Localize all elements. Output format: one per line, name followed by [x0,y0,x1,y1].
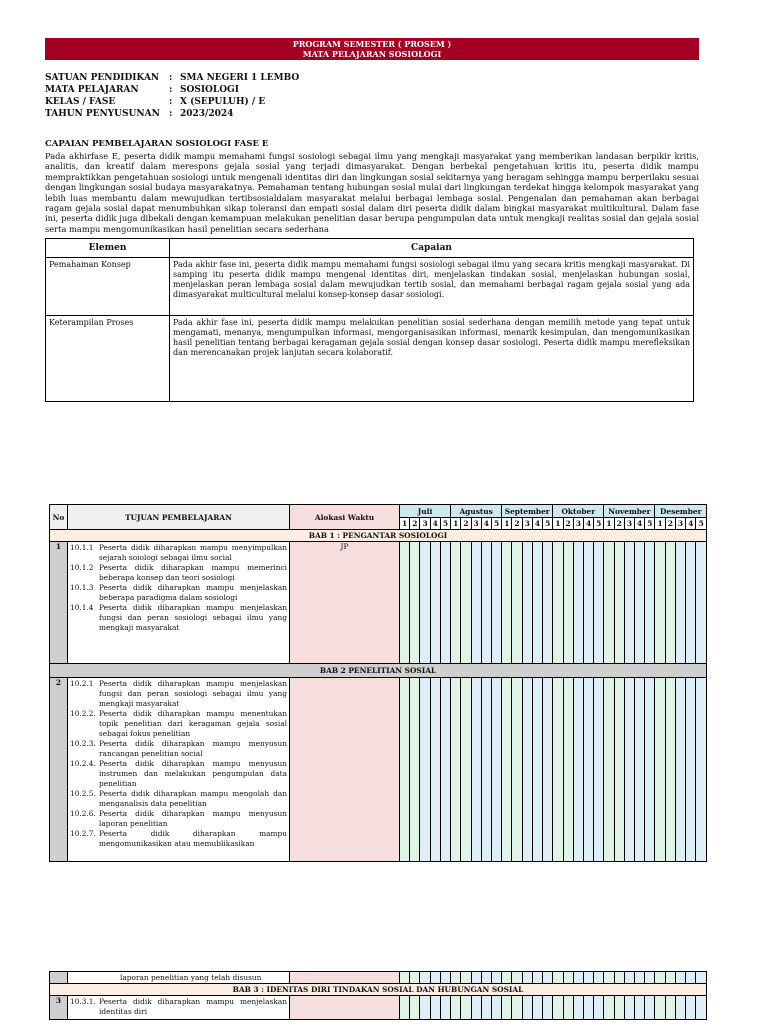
week-cell [502,542,512,664]
week-cell [471,678,481,862]
tujuan-item [70,563,287,583]
week-number: 3 [420,518,430,530]
elemen-cell: Pemahaman Konsep [46,258,170,316]
week-cell [604,996,614,1020]
capaian-cell: Pada akhir fase ini, peserta didik mampu memahami fungsi sosiologi sebagai ilmu yang secara kritis mengkaji masyarakat. Di samping itu peserta didik mampu mengenal identitas diri, menjelaskan tindakan sosial, menjelaskan hubungan sosial, menjelaskan peran lembaga sosial dalam mewujudkan tertib sosial, dan memahami berbagai ragam gejala sosial yang ada dimasyarakat multicultural melalui konsep-konsep dasar sosiologi. [170,258,694,316]
schedule-table [49,504,707,862]
week-cell [491,542,501,664]
week-cell [420,542,430,664]
week-cell [451,542,461,664]
row-number [50,972,68,984]
row-number: 1 [50,542,68,664]
week-cell [624,678,634,862]
identity-key: SATUAN PENDIDIKAN [45,73,160,83]
week-cell [440,678,450,862]
item-number: 10.2.6. [70,809,96,818]
item-number: 10.2.5. [70,789,96,798]
identity-row [45,72,299,84]
week-cell [522,972,532,984]
tujuan-item [70,739,287,759]
week-cell [583,678,593,862]
identity-row [45,108,299,120]
week-cell [400,678,410,862]
week-cell [420,678,430,862]
week-cell [604,972,614,984]
week-number: 4 [532,518,542,530]
week-number: 5 [543,518,553,530]
alokasi-cell [290,996,400,1020]
week-cell [614,542,624,664]
item-text: Peserta didik diharapkan mampu mengomunikasikan atau memublikasikan [99,829,287,848]
week-cell [645,996,655,1020]
week-cell [614,996,624,1020]
identity-key: TAHUN PENYUSUNAN [45,109,160,119]
week-cell [583,542,593,664]
week-number: 3 [624,518,634,530]
week-cell [440,996,450,1020]
identity-block [45,72,299,120]
week-cell [563,996,573,1020]
week-cell [645,972,655,984]
week-cell [696,996,707,1020]
alokasi-cell [290,678,400,862]
week-number: 4 [583,518,593,530]
week-cell [491,678,501,862]
item-text: Peserta didik diharapkan mampu memerinci beberapa konsep dan teori sosiologi [99,563,287,582]
week-cell [430,542,440,664]
week-cell [655,678,665,862]
week-cell [594,542,604,664]
week-cell [410,972,420,984]
week-cell [573,542,583,664]
week-cell [481,996,491,1020]
item-text: Peserta didik diharapkan mampu menyusun laporan penelitian [99,809,287,828]
week-number: 5 [491,518,501,530]
item-text: Peserta didik diharapkan mampu menjelaskan fungsi dan peran sosiologi sebagai ilmu yang mengkaji masyarakat [99,679,287,708]
week-cell [532,996,542,1020]
week-cell [440,972,450,984]
week-cell [461,678,471,862]
week-cell [430,678,440,862]
week-cell [573,972,583,984]
week-cell [665,542,675,664]
bab-1-row [50,542,707,664]
week-number: 2 [461,518,471,530]
item-number: 10.1.4 [70,603,94,612]
continued-text: laporan penelitian yang telah disusun [68,972,290,984]
continued-row [50,972,707,984]
week-cell [614,678,624,862]
week-cell [655,972,665,984]
identity-value: SOSIOLOGI [180,85,239,95]
tujuan-item [70,759,287,789]
week-cell [420,972,430,984]
week-cell [645,678,655,862]
week-cell [502,996,512,1020]
week-cell [543,678,553,862]
bab-3-title: BAB 3 : IDENITAS DIRI TINDAKAN SOSIAL DAN HUBUNGAN SOSIAL [50,984,707,996]
week-cell [461,542,471,664]
week-cell [573,678,583,862]
week-cell [583,972,593,984]
week-number: 5 [440,518,450,530]
identity-value: SMA NEGERI 1 LEMBO [180,73,300,83]
week-number: 4 [430,518,440,530]
week-cell [461,972,471,984]
week-cell [563,678,573,862]
week-cell [481,972,491,984]
identity-colon: : [169,97,173,107]
week-cell [502,972,512,984]
bab-2-row [50,678,707,862]
tujuan-item [70,789,287,809]
capaian-table [45,238,694,402]
week-cell [675,678,685,862]
month-header: September [502,505,553,518]
week-cell [553,972,563,984]
capaian-cell: Pada akhir fase ini, peserta didik mampu melakukan penelitian sosial sederhana dengan memilih metode yang tepat untuk mengamati, menanya, mengumpulkan informasi, mengorganisasikan informasi, menarik kesimpulan, dan mengomunikasikan hasil penelitian tentang berbagai keragaman gejala sosial dengan konsep dasar sosiologi. Peserta didik mampu merefleksikan dan merencanakan projek lanjutan secara kolaboratif. [170,316,694,402]
week-number: 1 [604,518,614,530]
tujuan-item [70,603,287,633]
week-cell [665,972,675,984]
week-cell [410,678,420,862]
week-cell [563,542,573,664]
week-cell [675,996,685,1020]
schedule-table-continued [49,971,707,1020]
week-number: 2 [512,518,522,530]
week-cell [696,678,707,862]
week-cell [635,972,645,984]
week-cell [543,972,553,984]
tujuan-cell [68,542,290,664]
capaian-title: CAPAIAN PEMBELAJARAN SOSIOLOGI FASE E [45,139,269,149]
week-cell [696,542,707,664]
week-number: 3 [522,518,532,530]
week-cell [645,542,655,664]
tujuan-item [70,809,287,829]
week-cell [614,972,624,984]
week-cell [583,996,593,1020]
identity-key: KELAS / FASE [45,97,116,107]
item-number: 10.1.1 [70,543,94,552]
week-number: 1 [655,518,665,530]
item-text: Peserta didik diharapkan mampu menyimpulkan sejarah soiologi sebagai ilmu social [99,543,287,562]
week-cell [686,972,696,984]
tujuan-item [70,543,287,563]
week-number: 1 [502,518,512,530]
bab-1-title: BAB 1 : PENGANTAR SOSIOLOGI [50,530,707,542]
week-cell [451,972,461,984]
week-number: 5 [594,518,604,530]
week-number: 4 [686,518,696,530]
tujuan-item [70,997,287,1017]
alokasi-cell: JP [290,542,400,664]
identity-value: X (SEPULUH) / E [180,97,266,107]
week-cell [471,972,481,984]
week-number: 1 [400,518,410,530]
tujuan-item [70,709,287,739]
item-text: Peserta didik diharapkan mampu menentukan topik penelitian dari keragaman gejala sosial sebagai fokus penelitian [99,709,287,738]
week-cell [573,996,583,1020]
week-cell [635,996,645,1020]
week-cell [410,996,420,1020]
item-number: 10.1.3 [70,583,94,592]
identity-colon: : [169,85,173,95]
tujuan-cell [68,996,290,1020]
col-no: No [50,505,68,530]
week-cell [400,542,410,664]
item-text: Peserta didik diharapkan mampu menyusun rancangan penelitian social [99,739,287,758]
week-cell [471,996,481,1020]
bab-2-title: BAB 2 PENELITIAN SOSIAL [50,664,707,678]
title-line-2: MATA PELAJARAN SOSIOLOGI [302,49,442,59]
tujuan-cell [68,678,290,862]
week-cell [451,678,461,862]
week-cell [512,972,522,984]
week-cell [400,972,410,984]
week-cell [522,542,532,664]
week-number: 1 [553,518,563,530]
item-text: Peserta didik diharapkan mampu mengolah dan menganalisis data penelitian [99,789,287,808]
week-cell [522,996,532,1020]
week-cell [491,996,501,1020]
week-cell [675,542,685,664]
week-cell [604,542,614,664]
week-cell [420,996,430,1020]
week-cell [635,678,645,862]
week-cell [696,972,707,984]
item-number: 10.3.1. [70,997,96,1006]
week-cell [624,972,634,984]
week-number: 3 [471,518,481,530]
tujuan-item [70,829,287,849]
week-cell [481,542,491,664]
week-cell [665,678,675,862]
identity-row [45,96,299,108]
identity-value: 2023/2024 [180,109,234,119]
item-number: 10.2.4. [70,759,96,768]
month-header: Desember [655,505,707,518]
week-cell [430,996,440,1020]
week-cell [594,996,604,1020]
week-cell [686,996,696,1020]
week-cell [604,678,614,862]
week-cell [594,972,604,984]
week-cell [400,996,410,1020]
header-elemen: Elemen [46,239,170,258]
document-title-banner [45,38,699,60]
week-cell [522,678,532,862]
item-number: 10.2.2. [70,709,96,718]
title-line-1: PROGRAM SEMESTER ( PROSEM ) [292,39,452,49]
item-number: 10.2.3. [70,739,96,748]
week-cell [553,678,563,862]
alokasi-cell [290,972,400,984]
week-cell [532,678,542,862]
item-text: Peserta didik diharapkan mampu menjelaskan beberapa paradigma dalam sosiologi [99,583,287,602]
week-cell [532,972,542,984]
week-number: 2 [665,518,675,530]
week-number: 2 [563,518,573,530]
identity-colon: : [169,109,173,119]
month-header: Juli [400,505,451,518]
week-number: 5 [696,518,707,530]
week-cell [655,996,665,1020]
identity-colon: : [169,73,173,83]
week-cell [655,542,665,664]
week-cell [543,996,553,1020]
week-cell [553,996,563,1020]
week-cell [675,972,685,984]
week-cell [461,996,471,1020]
week-number: 1 [451,518,461,530]
week-cell [686,678,696,862]
elemen-cell: Keterampilan Proses [46,316,170,402]
week-number: 2 [614,518,624,530]
week-cell [635,542,645,664]
item-text: Peserta didik diharapkan mampu menjelaskan fungsi dan peran sosiologi sebagai ilmu yang mengkaji masyarakat [99,603,287,632]
week-cell [451,996,461,1020]
week-number: 5 [645,518,655,530]
week-cell [543,542,553,664]
week-cell [553,542,563,664]
week-cell [624,542,634,664]
week-number: 3 [573,518,583,530]
item-number: 10.2.1 [70,679,94,688]
month-header: Agustus [451,505,502,518]
week-cell [512,996,522,1020]
week-cell [532,542,542,664]
row-number: 2 [50,678,68,862]
week-cell [512,542,522,664]
item-text: Peserta didik diharapkan mampu menyusun instrumen dan melakukan pengumpulan data penelitian [99,759,287,788]
week-cell [471,542,481,664]
week-cell [502,678,512,862]
week-number: 3 [675,518,685,530]
week-cell [665,996,675,1020]
row-number: 3 [50,996,68,1020]
item-number: 10.2.7. [70,829,96,838]
week-cell [481,678,491,862]
col-tujuan: TUJUAN PEMBELAJARAN [68,505,290,530]
week-cell [410,542,420,664]
week-cell [563,972,573,984]
item-text: Peserta didik diharapkan mampu menjelaskan identitas diri [99,997,287,1016]
week-number: 4 [635,518,645,530]
week-cell [594,678,604,862]
identity-row [45,84,299,96]
week-cell [686,542,696,664]
tujuan-item [70,679,287,709]
bab-3-row [50,996,707,1020]
item-number: 10.1.2 [70,563,94,572]
tujuan-item [70,583,287,603]
week-cell [512,678,522,862]
week-number: 4 [481,518,491,530]
week-cell [491,972,501,984]
week-number: 2 [410,518,420,530]
week-cell [624,996,634,1020]
identity-key: MATA PELAJARAN [45,85,139,95]
capaian-paragraph: Pada akhirfase E, peserta didik mampu memahami fungsi sosiologi sebagai ilmu yang mengkaji masyarakat yang memberikan landasan berpikir kritis, analitis, dan kreatif dalam merespons gejala sosial yang terjadi dimasyarakat. Dengan berbekal pengetahuan kritis itu, peserta didik mampu mempraktikkan pengetahuan sosiologi untuk mengenali identitas diri dan lingkungan sosial sekitarnya yang beragam sehingga mampu berperilaku sesuai dengan lingkungan sosial budaya masyarakatnya. Pemahaman tentang hubungan sosial mulai dari lingkungan terdekat hingga kelompok masyarakat yang lebih luas membantu dalam mewujudkan tertibsosialdalam masyarakat melalui berbagai lembaga sosial. Pengenalan dan pemahaman akan berbagai ragam gejala sosial dapat menumbuhkan sikap toleransi dan empati sosial dalam diri peserta didik dalam bingkai masyarakat multikultural. Dalam fase ini, peserta didik juga dibekali dengan kemampuan melakukan penelitian dasar berupa pengumpulan data untuk mengkaji realitas sosial dan gejala sosial serta mampu mengomunikasikan hasil penelitian secara sederhana [45,151,699,234]
col-alokasi: Alokasi Waktu [290,505,400,530]
week-cell [430,972,440,984]
month-header: Oktober [553,505,604,518]
week-cell [440,542,450,664]
month-header: November [604,505,655,518]
header-capaian: Capaian [170,239,694,258]
